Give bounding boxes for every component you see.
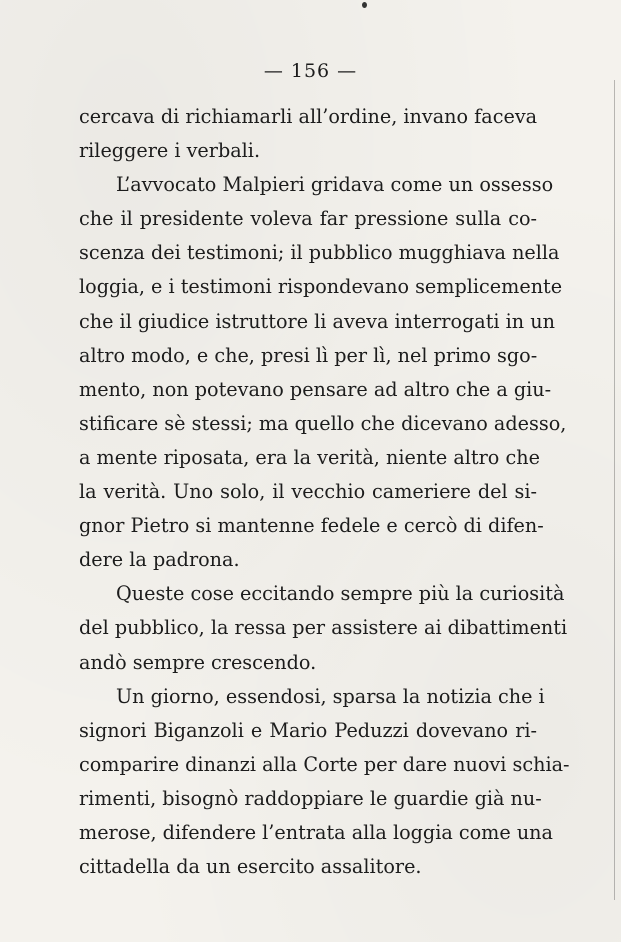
text-line: andò sempre crescendo. (79, 650, 317, 674)
text-line: altro modo, e che, presi lì per lì, nel primo sgo- (79, 343, 538, 367)
text-line: signori Biganzoli e Mario Peduzzi dovevano ri- (79, 718, 537, 742)
text-line: la verità. Uno solo, il vecchio cameriere del si- (79, 480, 537, 504)
text-line: mento, non potevano pensare ad altro che a giu- (79, 377, 552, 401)
text-line: comparire dinanzi alla Corte per dare nuovi schia- (79, 752, 570, 776)
text-line: cittadella da un esercito assalitore. (79, 855, 422, 879)
text-line: scenza dei testimoni; il pubblico mugghiava nella (79, 241, 560, 265)
text-line: che il giudice istruttore li aveva interrogati in un (79, 309, 555, 333)
text-line: merose, difendere l’entrata alla loggia come una (79, 820, 553, 844)
text-line: cercava di richiamarli all’ordine, invano faceva (79, 105, 538, 128)
text-line: Un giorno, essendosi, sparsa la notizia che i (116, 684, 545, 708)
text-line: rileggere i verbali. (79, 139, 261, 163)
text-line: a mente riposata, era la verità, niente altro che (79, 445, 540, 469)
page-number: — 156 — (263, 60, 358, 82)
text-line: che il presidente voleva far pressione sulla co- (79, 207, 537, 231)
text-line: L’avvocato Malpieri gridava come un ossesso (116, 173, 554, 197)
text-line: rimenti, bisognò raddoppiare le guardie già nu- (79, 786, 542, 810)
text-line: del pubblico, la ressa per assistere ai dibattimenti (79, 616, 568, 640)
page-edge-line (614, 80, 615, 900)
text-line: loggia, e i testimoni rispondevano semplicemente (79, 275, 563, 299)
ink-speck (362, 2, 367, 8)
text-line: dere la padrona. (79, 548, 240, 572)
text-line: stificare sè stessi; ma quello che dicevano adesso, (79, 411, 567, 435)
text-line: gnor Pietro si mantenne fedele e cercò di difen- (79, 514, 544, 538)
body-text (79, 100, 570, 884)
text-line: Queste cose eccitando sempre più la curiosità (116, 582, 565, 606)
